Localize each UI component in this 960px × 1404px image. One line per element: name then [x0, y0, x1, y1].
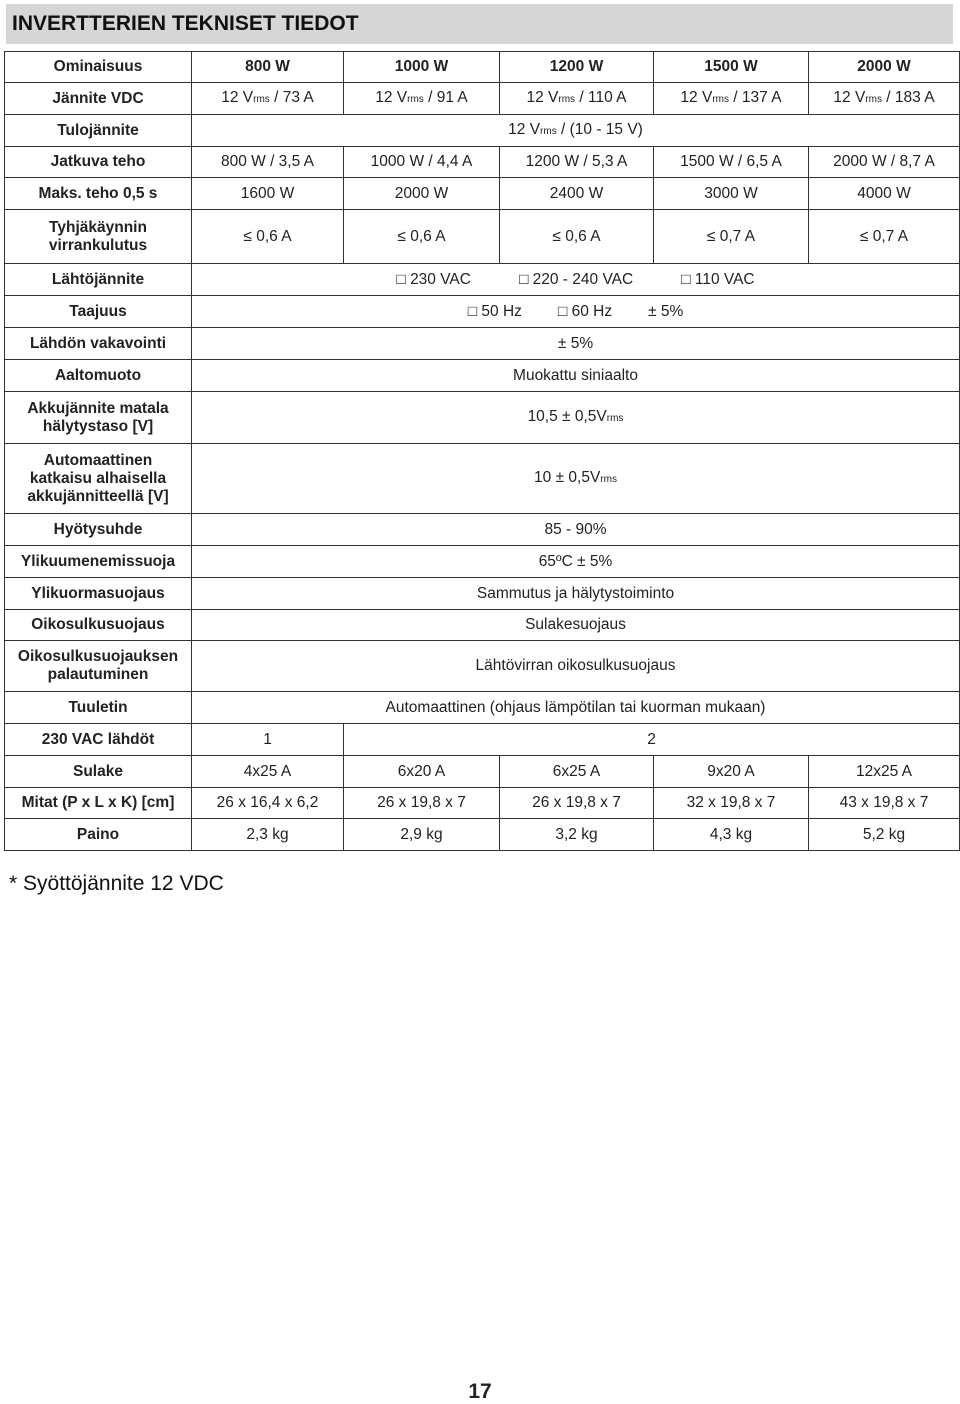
- table-cell: Automaattinen (ohjaus lämpötilan tai kuorman mukaan): [192, 692, 960, 724]
- table-cell: 1000 W / 4,4 A: [344, 147, 500, 178]
- table-cell: 85 - 90%: [192, 514, 960, 546]
- table-cell: 2,9 kg: [344, 819, 500, 851]
- table-cell: ≤ 0,6 A: [344, 210, 500, 264]
- header-label: Ominaisuus: [5, 52, 192, 83]
- row-label: Jännite VDC: [5, 83, 192, 115]
- table-row: [5, 578, 960, 610]
- table-row: [5, 819, 960, 851]
- table-cell: 9x20 A: [654, 756, 809, 788]
- checkbox-icon: □: [518, 270, 529, 288]
- table-cell: 6x25 A: [500, 756, 654, 788]
- table-cell: 3,2 kg: [500, 819, 654, 851]
- table-cell: 4000 W: [809, 178, 960, 210]
- table-cell: 10 ± 0,5Vrms: [192, 444, 960, 514]
- row-label: Tulojännite: [5, 115, 192, 147]
- table-cell: 2,3 kg: [192, 819, 344, 851]
- table-row: [5, 147, 960, 178]
- table-cell: 26 x 19,8 x 7: [500, 788, 654, 819]
- table-cell: Muokattu siniaalto: [192, 360, 960, 392]
- table-row: [5, 392, 960, 444]
- table-cell: 1600 W: [192, 178, 344, 210]
- table-row: [5, 788, 960, 819]
- table-row: [5, 724, 960, 756]
- table-row: [5, 83, 960, 115]
- table-cell: 26 x 16,4 x 6,2: [192, 788, 344, 819]
- table-cell: 4,3 kg: [654, 819, 809, 851]
- table-row: [5, 360, 960, 392]
- table-cell: 26 x 19,8 x 7: [344, 788, 500, 819]
- table-cell: 800 W / 3,5 A: [192, 147, 344, 178]
- table-cell: 5,2 kg: [809, 819, 960, 851]
- table-cell: □ 50 Hz □ 60 Hz ± 5%: [192, 296, 960, 328]
- table-cell: 1: [192, 724, 344, 756]
- table-row: [5, 115, 960, 147]
- header-model-800: 800 W: [192, 52, 344, 83]
- table-row: [5, 444, 960, 514]
- table-cell: ± 5%: [192, 328, 960, 360]
- row-label: Taajuus: [5, 296, 192, 328]
- table-cell: 32 x 19,8 x 7: [654, 788, 809, 819]
- row-label: Maks. teho 0,5 s: [5, 178, 192, 210]
- row-label: Automaattinen katkaisu alhaisella akkujännitteellä [V]: [5, 444, 192, 514]
- table-row: [5, 514, 960, 546]
- table-cell: 65ºC ± 5%: [192, 546, 960, 578]
- row-label: Mitat (P x L x K) [cm]: [5, 788, 192, 819]
- row-label: Tuuletin: [5, 692, 192, 724]
- table-cell: Sulakesuojaus: [192, 610, 960, 641]
- table-cell: 2000 W: [344, 178, 500, 210]
- row-label: Tyhjäkäynnin virrankulutus: [5, 210, 192, 264]
- page-title: INVERTTERIEN TEKNISET TIEDOT: [6, 4, 953, 44]
- table-cell: 3000 W: [654, 178, 809, 210]
- spec-table: [4, 51, 960, 851]
- table-cell: Sammutus ja hälytystoiminto: [192, 578, 960, 610]
- checkbox-icon: □: [557, 302, 568, 320]
- table-row: [5, 692, 960, 724]
- table-cell: 6x20 A: [344, 756, 500, 788]
- table-cell: ≤ 0,6 A: [192, 210, 344, 264]
- row-label: Oikosulkusuojauksen palautuminen: [5, 641, 192, 692]
- table-row: [5, 546, 960, 578]
- table-cell: 12 Vrms / (10 - 15 V): [192, 115, 960, 147]
- table-cell: ≤ 0,7 A: [809, 210, 960, 264]
- table-cell: 12 Vrms / 91 A: [344, 83, 500, 115]
- table-cell: ≤ 0,7 A: [654, 210, 809, 264]
- row-label: Ylikuumenemissuoja: [5, 546, 192, 578]
- table-cell: 12 Vrms / 73 A: [192, 83, 344, 115]
- footnote: * Syöttöjännite 12 VDC: [9, 872, 224, 895]
- row-label: Aaltomuoto: [5, 360, 192, 392]
- checkbox-icon: □: [467, 302, 478, 320]
- table-cell: 2000 W / 8,7 A: [809, 147, 960, 178]
- row-label: 230 VAC lähdöt: [5, 724, 192, 756]
- table-row: [5, 610, 960, 641]
- row-label: Lähdön vakavointi: [5, 328, 192, 360]
- row-label: Sulake: [5, 756, 192, 788]
- page-number: 17: [468, 1380, 492, 1403]
- header-model-1500: 1500 W: [654, 52, 809, 83]
- checkbox-icon: □: [681, 270, 691, 288]
- table-cell: 10,5 ± 0,5Vrms: [192, 392, 960, 444]
- table-row: [5, 264, 960, 296]
- table-cell: □ 230 VAC □ 220 - 240 VAC □ 110 VAC: [192, 264, 960, 296]
- table-cell: 4x25 A: [192, 756, 344, 788]
- table-cell: 2400 W: [500, 178, 654, 210]
- table-header-row: [5, 52, 960, 83]
- row-label: Oikosulkusuojaus: [5, 610, 192, 641]
- header-model-1000: 1000 W: [344, 52, 500, 83]
- row-label: Akkujännite matala hälytystaso [V]: [5, 392, 192, 444]
- table-cell: 1500 W / 6,5 A: [654, 147, 809, 178]
- table-cell: ≤ 0,6 A: [500, 210, 654, 264]
- table-row: [5, 178, 960, 210]
- table-cell: 12 Vrms / 183 A: [809, 83, 960, 115]
- table-row: [5, 641, 960, 692]
- table-cell: 1200 W / 5,3 A: [500, 147, 654, 178]
- checkbox-icon: □: [396, 270, 406, 288]
- table-cell: Lähtövirran oikosulkusuojaus: [192, 641, 960, 692]
- header-model-2000: 2000 W: [809, 52, 960, 83]
- header-model-1200: 1200 W: [500, 52, 654, 83]
- row-label: Lähtöjännite: [5, 264, 192, 296]
- table-row: [5, 328, 960, 360]
- table-cell: 12 Vrms / 110 A: [500, 83, 654, 115]
- table-row: [5, 210, 960, 264]
- table-row: [5, 756, 960, 788]
- table-row: [5, 296, 960, 328]
- row-label: Hyötysuhde: [5, 514, 192, 546]
- row-label: Paino: [5, 819, 192, 851]
- table-cell: 12x25 A: [809, 756, 960, 788]
- table-cell: 43 x 19,8 x 7: [809, 788, 960, 819]
- row-label: Jatkuva teho: [5, 147, 192, 178]
- table-cell: 2: [344, 724, 960, 756]
- table-cell: 12 Vrms / 137 A: [654, 83, 809, 115]
- row-label: Ylikuormasuojaus: [5, 578, 192, 610]
